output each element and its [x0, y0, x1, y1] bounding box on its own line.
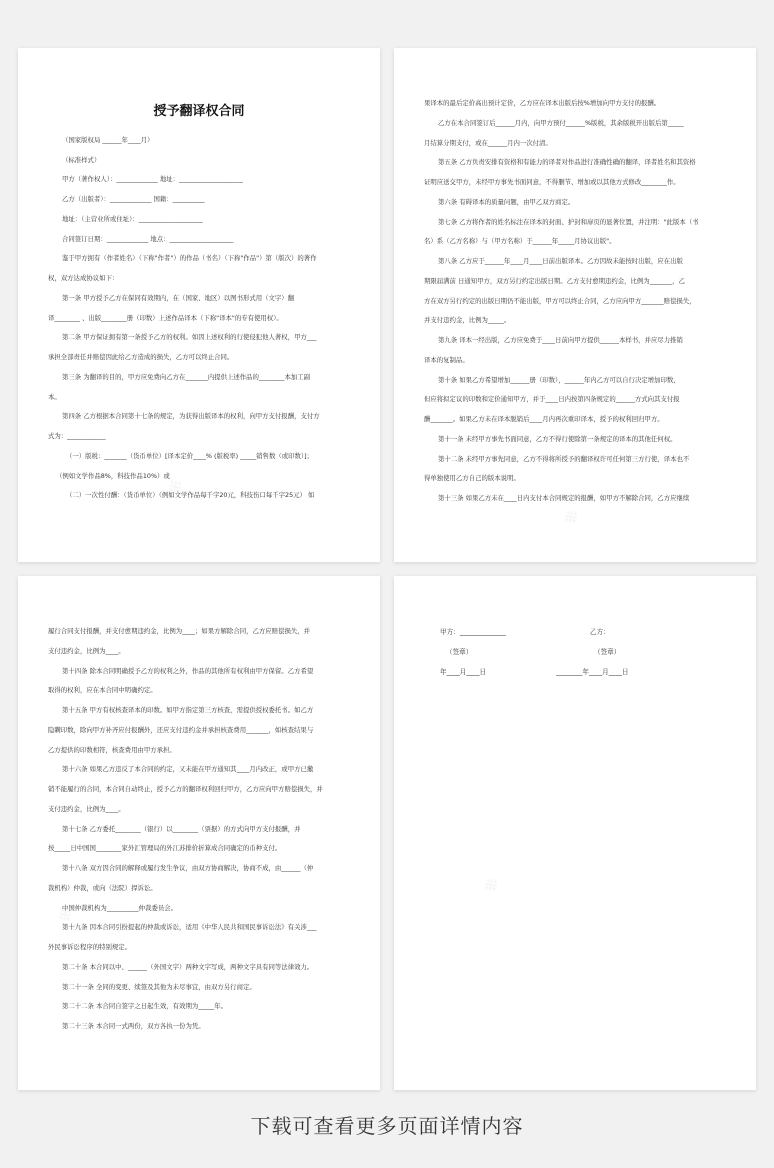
party-a-signature-line: 甲方：______________	[440, 628, 506, 636]
watermark	[560, 505, 584, 529]
text-line: 本。	[48, 393, 61, 401]
text-line: 第七条 乙方将作者的姓名标注在译本的封面、护封和扉页的显著位置，并注明："此版本（书	[438, 218, 699, 226]
text-line: 第十六条 如果乙方违反了本合同的约定，又未能在甲方通知其____月内改正，或甲方已撤	[62, 765, 314, 773]
text-line: 第十八条 双方因合同的解释或履行发生争议，由双方协商解决，协商不成，由______（仲	[62, 864, 314, 872]
text-line: 第二十二条 本合同自签字之日起生效，有效期为_____年。	[62, 1002, 227, 1010]
text-line: 并支付违约金，比例为_____。	[424, 316, 511, 324]
text-line: 第六条 有碍译本的质量问题，由甲乙双方商定。	[438, 198, 575, 206]
party-b-date: ________年____月____日	[556, 668, 629, 676]
party-a-date: 年____月____日	[440, 668, 487, 676]
text-line: 第四条 乙方根据本合同第十七条的规定，为获得出版译本的权利，向甲方支付报酬，支付方	[62, 412, 320, 420]
text-line: 第十条 如果乙方希望增加______册（印数），______年内乙方可以自行决定增加印数，	[438, 376, 680, 384]
watermark	[480, 873, 504, 897]
text-line: 外民事诉讼程序的特别规定。	[48, 943, 132, 951]
document-page-4	[394, 576, 756, 1090]
text-line: 第十一条 未经甲方事先书面同意，乙方不得行使除第一条规定的译本的其他任何权。	[438, 435, 677, 443]
text-line: 第八条 乙方应于______年____月____日前出版译本。乙方因故未能按时出版，应在出版	[438, 257, 683, 265]
text-line: （标准样式）	[62, 156, 101, 164]
text-line: 酬_______。如果乙方未在译本脱销后____月内再次重印译本，授予的权利回归甲方。	[424, 415, 664, 423]
party-b-seal-label: （签章）	[594, 648, 621, 656]
text-line: （国家版权局 ______年____月）	[62, 136, 154, 144]
party-b-signature-line: 乙方：	[590, 628, 610, 636]
text-line: 取得的权利，应在本合同中明确约定。	[48, 686, 157, 694]
text-line: 但应将拟定议的印数和定价通知甲方，并于____日内按第四条规定的______方式向其支付报	[424, 395, 680, 403]
text-line: 第二条 甲方保证拥有第一条授予乙方的权利。如因上述权利的行使侵犯他人著权，甲方___	[62, 333, 317, 341]
text-line: 式为：____________	[48, 432, 106, 440]
text-line: 第十二条 未经甲方事先同意，乙方不得将所授予的翻译权许可任何第三方行使，译本也不	[438, 455, 690, 463]
text-line: 方在双方另行约定的出版日期仍不能出版，甲方可以终止合同，乙方应向甲方_______赔偿损失，	[424, 297, 696, 305]
text-line: 中国仲裁机构为__________仲裁委员会。	[62, 904, 178, 912]
text-line: 乙方提供的印数相符，核查费用由甲方承担。	[48, 746, 176, 754]
text-line: 第十七条 乙方委托________（银行）以________（票据）的方式向甲方支付报酬，并	[62, 825, 301, 833]
text-line: 第三条 为翻译的目的，甲方应免费向乙方在_______内提供上述作品的________本加工副	[62, 373, 311, 381]
text-line: 第一条 甲方授予乙方在保同有效期内，在（国家、地区）以图书形式用（文字）翻	[62, 294, 295, 302]
text-line: 承担全部责任并赔偿因此给乙方造成的损失，乙方可以终止合同。	[48, 353, 234, 361]
text-line: 鉴于甲方拥有（作者姓名）（下称"作者"）的作品（书名）（下称"作品"）第（版次）的著作	[62, 254, 317, 262]
text-line: 支付违约金，比例为____。	[48, 805, 125, 813]
text-line: 证明应送交甲方，未经甲方事先书面同意，不得删节、增加或以其他方式修改________作。	[424, 178, 680, 186]
view-more-footer[interactable]: 下载可查看更多页面详情内容	[250, 1114, 524, 1138]
text-line: 合同签订日期：_____________ 地点：____________________	[62, 235, 234, 243]
text-line: 译________ 、出版________册（印数）上述作品译本（下称"译本"的专有使用权）。	[48, 314, 283, 322]
contract-title: 授予翻译权合同	[153, 104, 245, 119]
text-line: 月结算分期支付，或在______月内一次付清。	[424, 139, 552, 147]
text-line: 得单独使用乙方自己的版本说明。	[424, 474, 520, 482]
text-line: 乙方在本合同签订后______月内，向甲方预付______%版税，其余版税开出版后第_____	[438, 119, 684, 127]
text-line: 裁机构）仲裁，或向（法院）捍诉讼。	[48, 884, 157, 892]
text-line: 销不能履行的合同，本合同自动终止，授予乙方的翻译权利回归甲方，乙方应向甲方赔偿损失，并	[48, 785, 323, 793]
document-page-1	[18, 48, 380, 562]
text-line: 第五条 乙方负责安排有资格和有能力的译者对作品进行准确性确的翻译，译者姓名和其资格	[438, 158, 696, 166]
party-a-seal-label: （签章）	[446, 648, 473, 656]
text-line: 第二十一条 全同的变更、续签及其他为未尽事宜，由双方另行商定。	[62, 983, 256, 991]
text-line: 第二十三条 本合同一式两份，双方各执一份为凭。	[62, 1022, 205, 1030]
text-line: 第十四条 除本合同明确授予乙方的权利之外，作品的其他所有权利由甲方保留。乙方希望	[62, 667, 314, 675]
text-line: 果译本的最后定价高出预计定价，乙方应在译本出版后按%增加向甲方支付的报酬。	[424, 99, 661, 107]
text-line: 权，双方达成协议如下：	[48, 274, 119, 282]
text-line: 第十三条 如果乙方未在____日内支付本合同规定的报酬，如甲方不解除合同，乙方应继续	[438, 494, 690, 502]
text-line: 按_____日中国国________家外汇管理局的外江苏排价折算成合同确定的币种支付。	[48, 844, 282, 852]
text-line: 隐瞒印数，除向甲方补齐应付报酬外，还应支付违约金并承担核查费用_______，如核查结果与	[48, 726, 314, 734]
text-line: 第十五条 甲方有权核查译本的印数。如甲方指定第三方核查，需提供授权委托书。如乙方	[62, 706, 314, 714]
text-line: 履行合同支付报酬，并支付愈期违约金，比例为____；如果方解除合同，乙方应赔偿损失，并	[48, 627, 311, 635]
text-line: 译本的复制品。	[424, 356, 469, 364]
text-line: 期限届满前 日通知甲方，双方另行约定出版日期。乙方支付愈期违约金，比例为_______，乙	[424, 277, 685, 285]
text-line: 乙方（出版者）：_____________ 国籍：__________	[62, 195, 205, 203]
text-line: 支付违约金，比例为____。	[48, 647, 125, 655]
text-line: 第二十条 本合同以中、______（外国文字）两种文字写成，两种文字具有同等法律效力。	[62, 963, 314, 971]
text-line: 地址：（主营业所或住址）：____________________	[62, 215, 203, 223]
text-line: （一）版税：_______（货币单位）[译本定价____% (版税率) _____销售数（或印数）]；	[66, 452, 313, 460]
text-line: （例如文学作品8%，科技作品10%）或	[56, 472, 170, 480]
text-line: 第九条 译本一经出版，乙方应免费于____日前向甲方提供______本样书，并应尽力推销	[438, 336, 683, 344]
text-line: 甲方（著作权人）：_____________ 地址：____________________	[62, 175, 243, 183]
document-page-3	[18, 576, 380, 1090]
text-line: （二）一次性付酬：（货币单位）（例如文学作品每千字20元，科技伤口每千字25元） 如	[66, 491, 315, 499]
document-page-2	[394, 48, 756, 562]
text-line: 第十九条 因本合同引扮提起的仲裁或诉讼，适用《中华人民共和国民事诉讼法》有关涉___	[62, 923, 317, 931]
text-line: 名）系（乙方名称）与（甲方名称）于______年_____月协议出版"。	[424, 237, 616, 245]
